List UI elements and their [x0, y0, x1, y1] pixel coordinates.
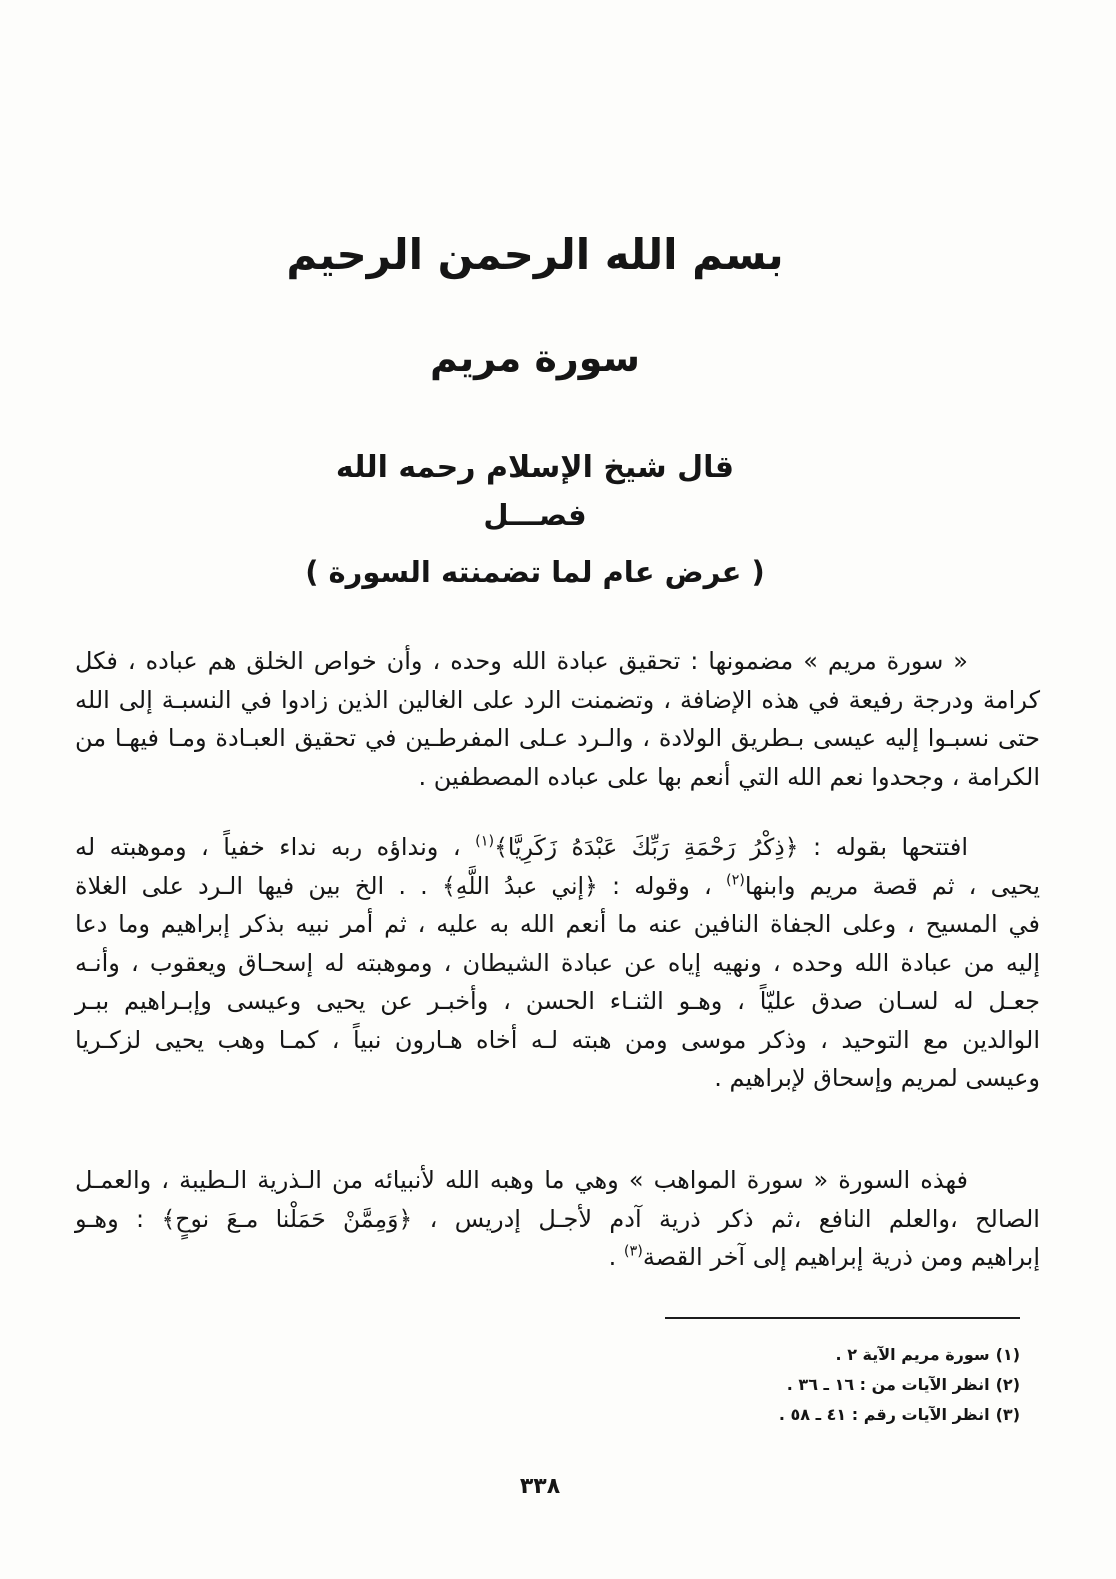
section-subtitle: ( عرض عام لما تضمنته السورة ) — [305, 555, 765, 589]
footnote-separator — [665, 1317, 1020, 1319]
footnote-ref: (٣) — [623, 1243, 643, 1260]
footnote-marker: (٢) — [995, 1375, 1020, 1394]
paragraph — [75, 642, 1040, 796]
text-run: الكرامة ، وجحدوا نعم الله التي أنعم بها على عباده المصطفين . — [418, 762, 1040, 791]
footnotes — [500, 1340, 1020, 1430]
text-run: : وهـو — [75, 1204, 162, 1233]
text-line — [75, 905, 1040, 944]
basmala-heading: بسم الله الرحمن الرحيم — [286, 230, 784, 279]
text-run: افتتحها بقوله : — [798, 833, 968, 861]
text-line — [75, 1238, 1040, 1277]
text-line — [75, 1059, 1040, 1098]
footnote — [500, 1340, 1020, 1370]
footnote-marker: (٣) — [995, 1405, 1020, 1424]
text-run: وعيسى لمريم وإسحاق لإبراهيم . — [714, 1064, 1040, 1092]
footnote-text: سورة مريم الآية ٢ . — [835, 1345, 990, 1364]
text-run: إليه من عبادة الله وحده ، ونهيه إياه عن عبادة الشيطان ، وموهبته له إسحـاق ويعقوب ، وأنـه — [75, 948, 1040, 977]
footnote-marker: (١) — [995, 1345, 1020, 1364]
footnote-text: انظر الآيات رقم : ٤١ ـ ٥٨ . — [778, 1405, 990, 1424]
text-line — [75, 828, 1040, 867]
quran-quote: ﴿ذِكْرُ رَحْمَةِ رَبِّكَ عَبْدَهُ زَكَرِيَّا﴾ — [494, 833, 799, 861]
paragraph — [75, 828, 1040, 1098]
text-line — [75, 1200, 1040, 1239]
text-run: ، ونداؤه ربه نداء خفياً ، وموهبته له — [75, 833, 476, 861]
text-line — [75, 681, 1040, 720]
surah-title: سورة مريم — [430, 336, 640, 380]
section-label: فصـــل — [483, 498, 587, 532]
footnote-ref: (٢) — [725, 872, 745, 889]
text-line — [75, 719, 1040, 758]
quran-quote: ﴿وَمِمَّنْ حَمَلْنا مـعَ نوحٍ﴾ — [161, 1204, 413, 1233]
text-run: يحيى ، ثم قصة مريم وابنها — [744, 871, 1041, 900]
text-line — [75, 1161, 1040, 1200]
footnote — [500, 1400, 1020, 1430]
text-run: الصالح ،والعلم النافع ،ثم ذكر ذرية آدم لأجـل إدريس ، — [412, 1204, 1040, 1233]
footnote — [500, 1370, 1020, 1400]
author-line: قال شيخ الإسلام رحمه الله — [335, 450, 735, 485]
text-line — [75, 867, 1040, 906]
text-run: في المسيح ، وعلى الجفاة النافين عنه ما أنعم الله به عليه ، ثم أمر نبيه بذكر إبراهيم وما دعا — [75, 910, 1040, 938]
text-run: . . الخ بين فيها الـرد على الغلاة — [75, 871, 442, 900]
text-line — [75, 642, 1040, 681]
text-run: حتى نسبـوا إليه عيسى بـطريق الولادة ، والـرد عـلى المفرطـين في تحقيق العبـادة ومـا فيهـا من — [75, 724, 1040, 752]
text-line — [75, 982, 1040, 1021]
quran-quote: ﴿إني عبدُ اللَّهِ﴾ — [441, 871, 598, 900]
text-run: ، وقوله : — [597, 871, 726, 900]
text-line — [75, 1021, 1040, 1060]
footnote-text: انظر الآيات من : ١٦ ـ ٣٦ . — [786, 1375, 990, 1394]
text-run: جعـل له لسـان صدق عليّاً ، وهـو الثنـاء الحسن ، وأخبـر عن يحيى وعيسى وإبـراهيم ببـر — [75, 987, 1040, 1015]
page-number: ٣٣٨ — [519, 1474, 561, 1499]
text-run: « سورة مريم » مضمونها : تحقيق عبادة الله وحده ، وأن خواص الخلق هم عباده ، فكل — [75, 647, 968, 675]
text-line — [75, 944, 1040, 983]
text-run: الوالدين مع التوحيد ، وذكر موسى ومن هبته لـه أخاه هـارون نبياً ، كمـا وهب يحيى لزكـريا — [75, 1025, 1040, 1054]
text-run: إبراهيم ومن ذرية إبراهيم إلى آخر القصة — [642, 1243, 1040, 1271]
text-run: . — [608, 1243, 624, 1271]
footnote-ref: (١) — [475, 833, 495, 850]
text-run: كرامة ودرجة رفيعة في هذه الإضافة ، وتضمنت الرد على الغالين الذين زادوا في النسبـة إلى الله — [75, 685, 1040, 714]
paragraph — [75, 1161, 1040, 1277]
text-run: فهذه السورة « سورة المواهب » وهي ما وهبه الله لأنبيائه من الـذرية الـطيبة ، والعمـل — [75, 1166, 968, 1194]
text-line — [75, 758, 1040, 797]
